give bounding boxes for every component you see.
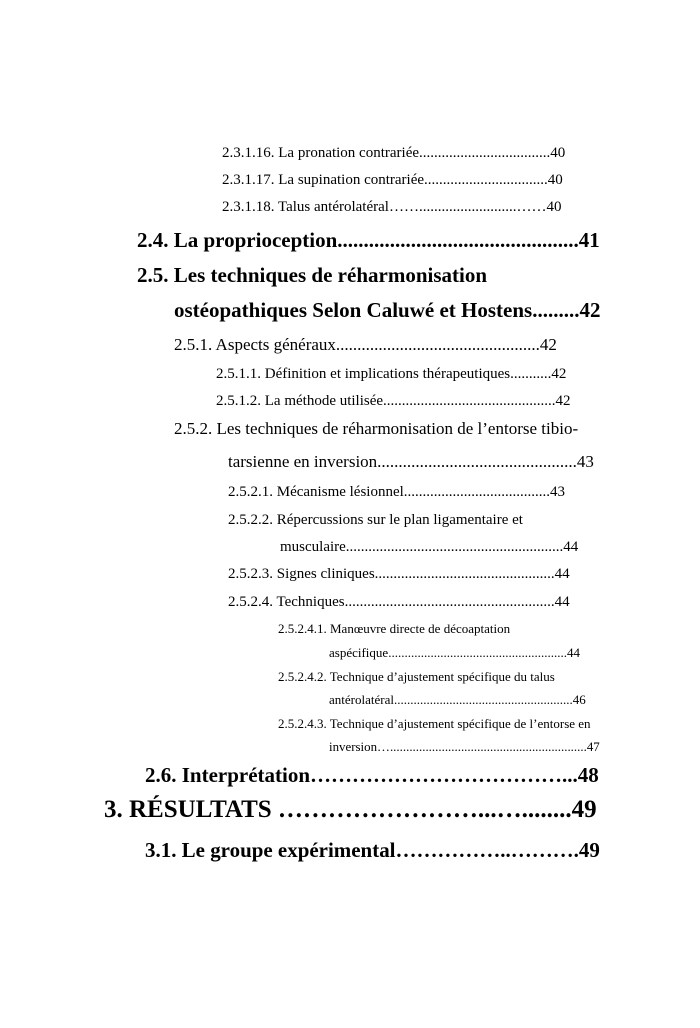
toc-heading: 3.1. Le groupe expérimental……………..……….49	[145, 838, 600, 862]
toc-entry: tarsienne en inversion...............................................43	[228, 452, 594, 471]
toc-entry: 2.3.1.17. La supination contrariée.................................40	[222, 172, 563, 188]
toc-entry: 2.5.1. Aspects généraux................................................42	[174, 335, 557, 354]
toc-entry: 2.5.2.2. Répercussions sur le plan ligamentaire et	[228, 512, 523, 528]
toc-entry: 2.3.1.18. Talus antérolatéral……..........................……40	[222, 199, 562, 215]
toc-entry: 2.5.2. Les techniques de réharmonisation de l’entorse tibio-	[174, 419, 579, 438]
toc-entry: 2.5.2.4.3. Technique d’ajustement spécifique de l’entorse en	[278, 716, 591, 731]
toc-entry: aspécifique.......................................................44	[329, 645, 580, 660]
toc-entry: 2.5.2.4.2. Technique d’ajustement spécifique du talus	[278, 669, 555, 684]
toc-entry: 2.5.2.4.1. Manœuvre directe de décoaptation	[278, 621, 511, 636]
toc-heading: ostéopathiques Selon Caluwé et Hostens.........42	[174, 298, 601, 322]
toc-chapter-heading: 3. RÉSULTATS ……………………...…........49	[104, 796, 597, 823]
toc-entry: 2.5.2.1. Mécanisme lésionnel.......................................43	[228, 484, 566, 500]
toc-entry: musculaire..........................................................44	[280, 539, 579, 555]
toc-entry: 2.5.1.2. La méthode utilisée..............................................42	[216, 393, 571, 409]
toc-entry: 2.5.2.3. Signes cliniques................................................44	[228, 566, 570, 582]
toc-entry: 2.3.1.16. La pronation contrariée...................................40	[222, 145, 566, 161]
toc-entry: antérolatéral.......................................................46	[329, 692, 586, 707]
toc-entry: 2.5.2.4. Techniques........................................................44	[228, 594, 570, 610]
toc-entry: inversion….............................................................47	[329, 739, 600, 754]
toc-heading: 2.6. Interprétation………………………………...48	[145, 763, 599, 787]
toc-heading: 2.5. Les techniques de réharmonisation	[137, 263, 488, 287]
toc-heading: 2.4. La proprioception..............................................41	[137, 228, 600, 252]
toc-entry: 2.5.1.1. Définition et implications thérapeutiques...........42	[216, 366, 567, 382]
